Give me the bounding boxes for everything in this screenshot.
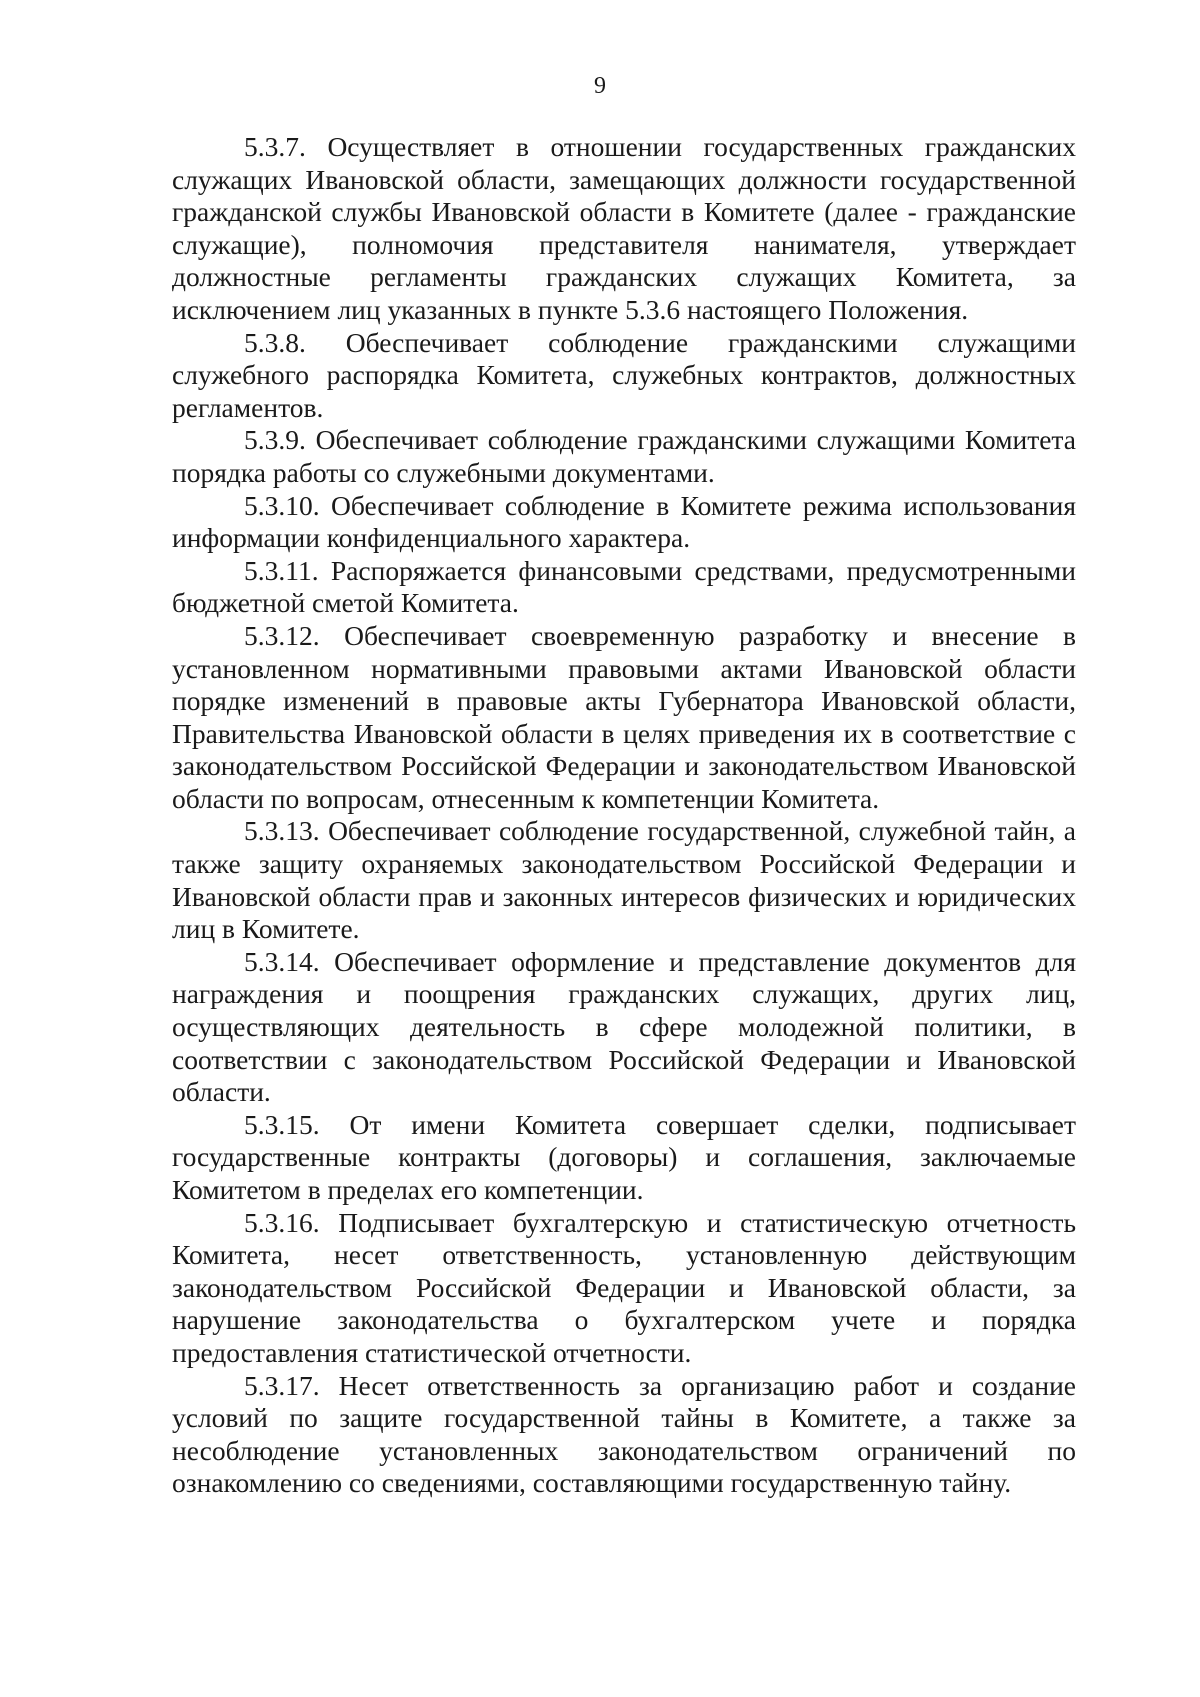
paragraph-5-3-10: 5.3.10. Обеспечивает соблюдение в Комитете режима использования информации конфиденциального характера.	[172, 489, 1076, 554]
paragraph-5-3-11: 5.3.11. Распоряжается финансовыми средствами, предусмотренными бюджетной сметой Комитета.	[172, 554, 1076, 619]
paragraph-5-3-8: 5.3.8. Обеспечивает соблюдение гражданскими служащими служебного распорядка Комитета, служебных контрактов, должностных регламентов.	[172, 326, 1076, 423]
paragraph-5-3-14: 5.3.14. Обеспечивает оформление и представление документов для награждения и поощрения гражданских служащих, других лиц, осуществляющих деятельность в сфере молодежной политики, в соответствии с законодательством Российской Федерации и Ивановской области.	[172, 945, 1076, 1108]
document-body	[172, 131, 1076, 1500]
paragraph-5-3-16: 5.3.16. Подписывает бухгалтерскую и статистическую отчетность Комитета, несет ответственность, установленную действующим законодательством Российской Федерации и Ивановской области, за нарушение законодательства о бухгалтерском учете и порядка предоставления статистической отчетности.	[172, 1206, 1076, 1368]
paragraph-5-3-12: 5.3.12. Обеспечивает своевременную разработку и внесение в установленном нормативными правовыми актами Ивановской области порядке изменений в правовые акты Губернатора Ивановской области, Правительства Ивановской области в целях приведения их в соответствие с законодательством Российской Федерации и законодательством Ивановской области по вопросам, отнесенным к компетенции Комитета.	[172, 619, 1076, 814]
paragraph-5-3-7: 5.3.7. Осуществляет в отношении государственных гражданских служащих Ивановской области, замещающих должности государственной гражданской службы Ивановской области в Комитете (далее - гражданские служащие), полномочия представителя нанимателя, утверждает должностные регламенты гражданских служащих Комитета, за исключением лиц указанных в пункте 5.3.6 настоящего Положения.	[172, 131, 1076, 325]
paragraph-5-3-15: 5.3.15. От имени Комитета совершает сделки, подписывает государственные контракты (договоры) и соглашения, заключаемые Комитетом в пределах его компетенции.	[172, 1108, 1076, 1205]
paragraph-5-3-13: 5.3.13. Обеспечивает соблюдение государственной, служебной тайн, а также защиту охраняемых законодательством Российской Федерации и Ивановской области прав и законных интересов физических и юридических лиц в Комитете.	[172, 815, 1076, 945]
paragraph-5-3-17: 5.3.17. Несет ответственность за организацию работ и создание условий по защите государственной тайны в Комитете, а также за несоблюдение установленных законодательством ограничений по ознакомлению со сведениями, составляющими государственную тайну.	[172, 1369, 1076, 1499]
page-number: 9	[594, 73, 606, 99]
paragraph-5-3-9: 5.3.9. Обеспечивает соблюдение гражданскими служащими Комитета порядка работы со служебными документами.	[172, 424, 1076, 488]
